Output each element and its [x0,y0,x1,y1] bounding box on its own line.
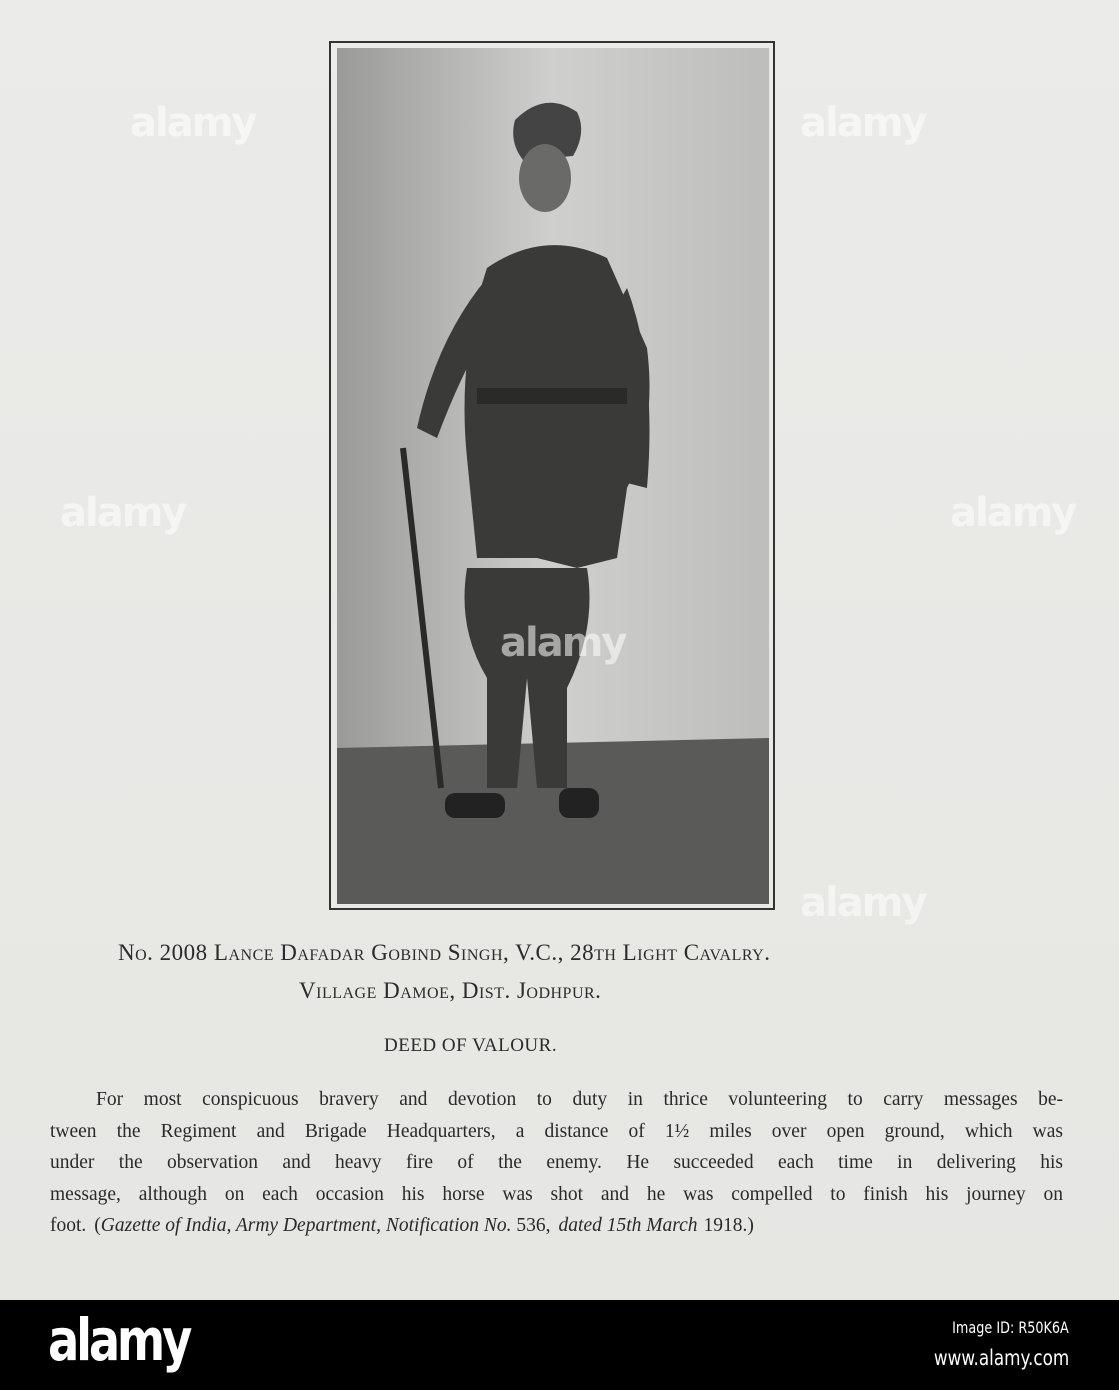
watermark-logo: alamy [130,100,256,146]
gazette-reference: Gazette of India, Army Department, Notification No. [100,1215,512,1236]
watermark-logo: alamy [60,490,186,536]
section-heading: DEED OF VALOUR. [384,1035,558,1056]
alamy-logo: alamy [48,1306,190,1374]
paragraph-line: For most conspicuous bravery and devotion to duty in thrice volunteering to carry messages be- [96,1089,1063,1110]
watermark-bar [0,1300,1119,1390]
caption-title: No. 2008 Lance Dafadar Gobind Singh, V.C., 28th Light Cavalry. [118,940,771,965]
paragraph-last-line [50,1210,1063,1242]
watermark-logo: alamy [950,490,1076,536]
gazette-year: 1918.) [703,1215,754,1236]
paragraph-line: tween the Regiment and Brigade Headquarters, a distance of 1½ miles over open ground, which was [50,1120,1063,1142]
site-url: www.alamy.com [933,1346,1069,1370]
open-paren: ( [94,1215,101,1236]
text-foot: foot. [50,1215,87,1236]
gazette-date: dated 15th March [558,1215,698,1236]
image-id: Image ID: R50K6A [952,1318,1069,1337]
portrait-photograph [337,48,769,904]
paragraph-line: under the observation and heavy fire of the enemy. He succeeded each time in delivering his [50,1152,1063,1173]
notification-number: 536, [516,1215,551,1236]
paragraph-line: message, although on each occasion his horse was shot and he was compelled to finish his journey on [50,1183,1063,1205]
caption-location: Village Damoe, Dist. Jodhpur. [299,978,602,1003]
citation-paragraph [50,1084,1063,1242]
watermark-logo: alamy [500,620,626,666]
watermark-logo: alamy [800,880,926,926]
watermark-logo: alamy [800,100,926,146]
